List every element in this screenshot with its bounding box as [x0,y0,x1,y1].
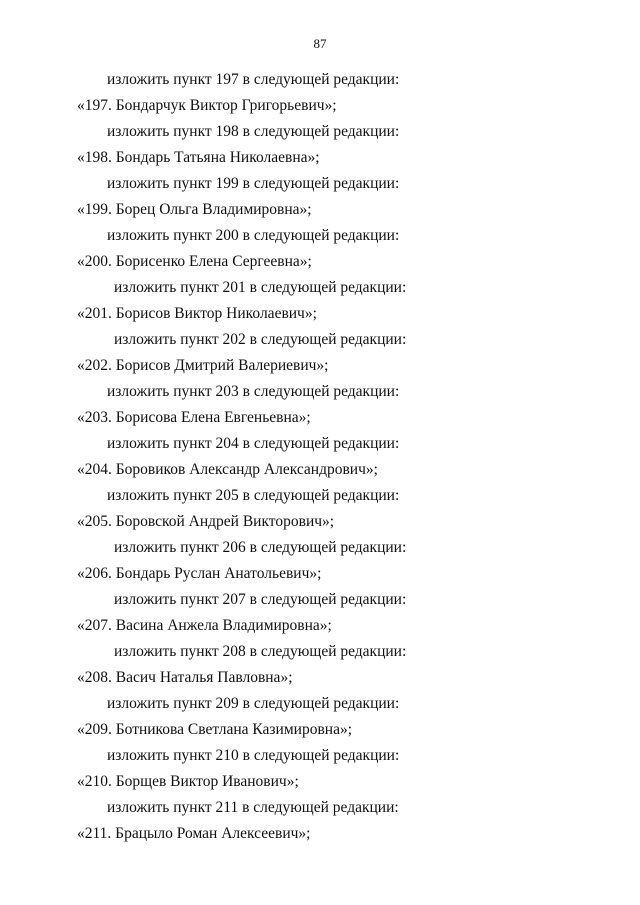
instruction-line: изложить пункт 204 в следующей редакции: [107,435,400,452]
page-number: 87 [313,36,327,51]
entry-line: «207. Васина Анжела Владимировна»; [77,617,332,634]
instruction-line: изложить пункт 200 в следующей редакции: [107,227,400,244]
entry-line: «201. Борисов Виктор Николаевич»; [77,305,317,322]
instruction-line: изложить пункт 201 в следующей редакции: [114,279,407,296]
document-body [0,67,640,847]
instruction-line: изложить пункт 199 в следующей редакции: [107,175,400,192]
entry-line: «204. Боровиков Александр Александрович»; [77,461,378,478]
entry-line: «199. Борец Ольга Владимировна»; [77,201,312,218]
entry-line: «203. Борисова Елена Евгеньевна»; [77,409,311,426]
instruction-line: изложить пункт 206 в следующей редакции: [114,539,407,556]
entry-line: «198. Бондарь Татьяна Николаевна»; [77,149,320,166]
entry-line: «211. Брацыло Роман Алексеевич»; [77,825,311,842]
entry-line: «205. Боровской Андрей Викторович»; [77,513,335,530]
instruction-line: изложить пункт 210 в следующей редакции: [107,747,400,764]
instruction-line: изложить пункт 208 в следующей редакции: [114,643,407,660]
instruction-line: изложить пункт 207 в следующей редакции: [114,591,407,608]
entry-line: «210. Борщев Виктор Иванович»; [77,773,299,790]
entry-line: «208. Васич Наталья Павловна»; [77,669,293,686]
entry-line: «209. Ботникова Светлана Казимировна»; [77,721,353,738]
instruction-line: изложить пункт 203 в следующей редакции: [107,383,400,400]
instruction-line: изложить пункт 209 в следующей редакции: [107,695,400,712]
entry-line: «206. Бондарь Руслан Анатольевич»; [77,565,322,582]
instruction-line: изложить пункт 197 в следующей редакции: [107,71,400,88]
instruction-line: изложить пункт 202 в следующей редакции: [114,331,407,348]
entry-line: «202. Борисов Дмитрий Валериевич»; [77,357,329,374]
entry-line: «197. Бондарчук Виктор Григорьевич»; [77,97,337,114]
instruction-line: изложить пункт 198 в следующей редакции: [107,123,400,140]
entry-line: «200. Борисенко Елена Сергеевна»; [77,253,312,270]
instruction-line: изложить пункт 205 в следующей редакции: [107,487,400,504]
instruction-line: изложить пункт 211 в следующей редакции: [107,799,399,816]
